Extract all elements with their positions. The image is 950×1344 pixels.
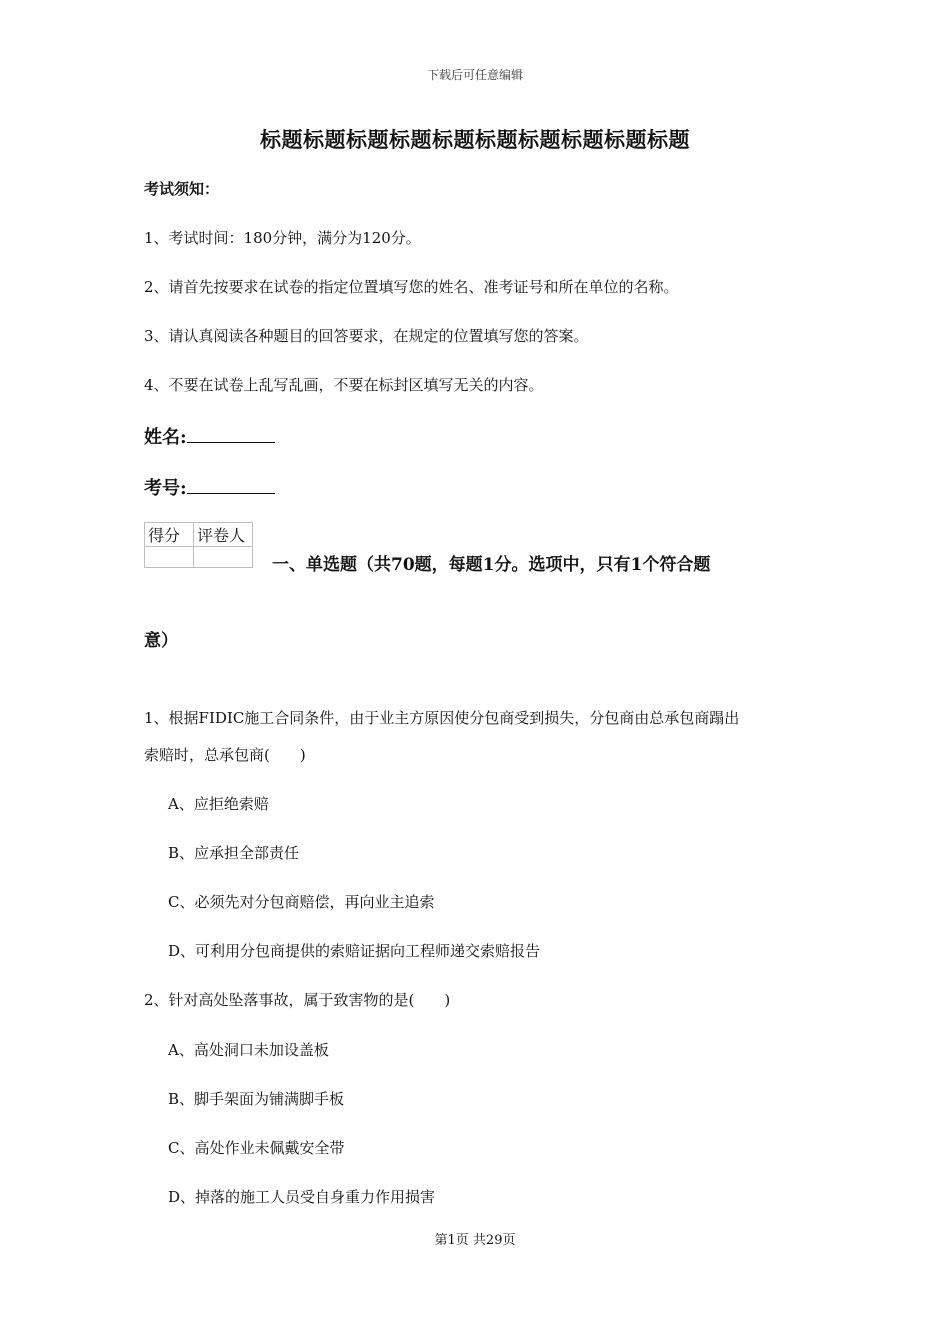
- notice-item: 2、请首先按要求在试卷的指定位置填写您的姓名、准考证号和所在单位的名称。: [144, 278, 679, 296]
- grader-cell[interactable]: [194, 547, 253, 568]
- option-c[interactable]: C、必须先对分包商赔偿，再向业主追索: [168, 893, 435, 911]
- notice-item: 3、请认真阅读各种题目的回答要求，在规定的位置填写您的答案。: [144, 327, 589, 345]
- option-b[interactable]: B、应承担全部责任: [168, 844, 300, 862]
- score-cell[interactable]: [145, 547, 194, 568]
- notice-item: 1、考试时间：180分钟，满分为120分。: [144, 229, 421, 247]
- option-a[interactable]: A、应拒绝索赔: [168, 795, 269, 813]
- option-d[interactable]: D、可利用分包商提供的索赔证据向工程师递交索赔报告: [168, 942, 541, 960]
- question-stem-cont: 索赔时，总承包商( ): [144, 746, 306, 764]
- question-stem: 1、根据FIDIC施工合同条件，由于业主方原因使分包商受到损失，分包商由总承包商蹋出: [144, 709, 740, 727]
- question-stem: 2、针对高处坠落事故，属于致害物的是( ): [144, 991, 451, 1009]
- id-blank-line[interactable]: [187, 477, 275, 494]
- page-title: 标题标题标题标题标题标题标题标题标题标题: [260, 127, 690, 152]
- section-title: 一、单选题（共70题，每题1分。选项中，只有1个符合题: [272, 555, 711, 575]
- option-c[interactable]: C、高处作业未佩戴安全带: [168, 1139, 345, 1157]
- id-field[interactable]: [144, 474, 275, 500]
- score-header: 得分: [145, 523, 194, 547]
- name-blank-line[interactable]: [187, 426, 275, 443]
- score-table: [144, 522, 253, 568]
- option-b[interactable]: B、脚手架面为铺满脚手板: [168, 1090, 345, 1108]
- header-note: 下载后可任意编辑: [426, 68, 523, 82]
- id-label: 考号:: [144, 478, 187, 499]
- notice-item: 4、不要在试卷上乱写乱画，不要在标封区填写无关的内容。: [144, 376, 544, 394]
- name-label: 姓名:: [144, 427, 187, 448]
- page-footer: 第1页 共29页: [434, 1233, 516, 1248]
- grader-header: 评卷人: [194, 523, 253, 547]
- option-d[interactable]: D、掉落的施工人员受自身重力作用损害: [168, 1188, 436, 1206]
- name-field[interactable]: [144, 423, 275, 449]
- notice-heading: 考试须知：: [144, 180, 220, 198]
- section-title-cont: 意）: [144, 631, 178, 651]
- option-a[interactable]: A、高处洞口未加设盖板: [168, 1041, 329, 1059]
